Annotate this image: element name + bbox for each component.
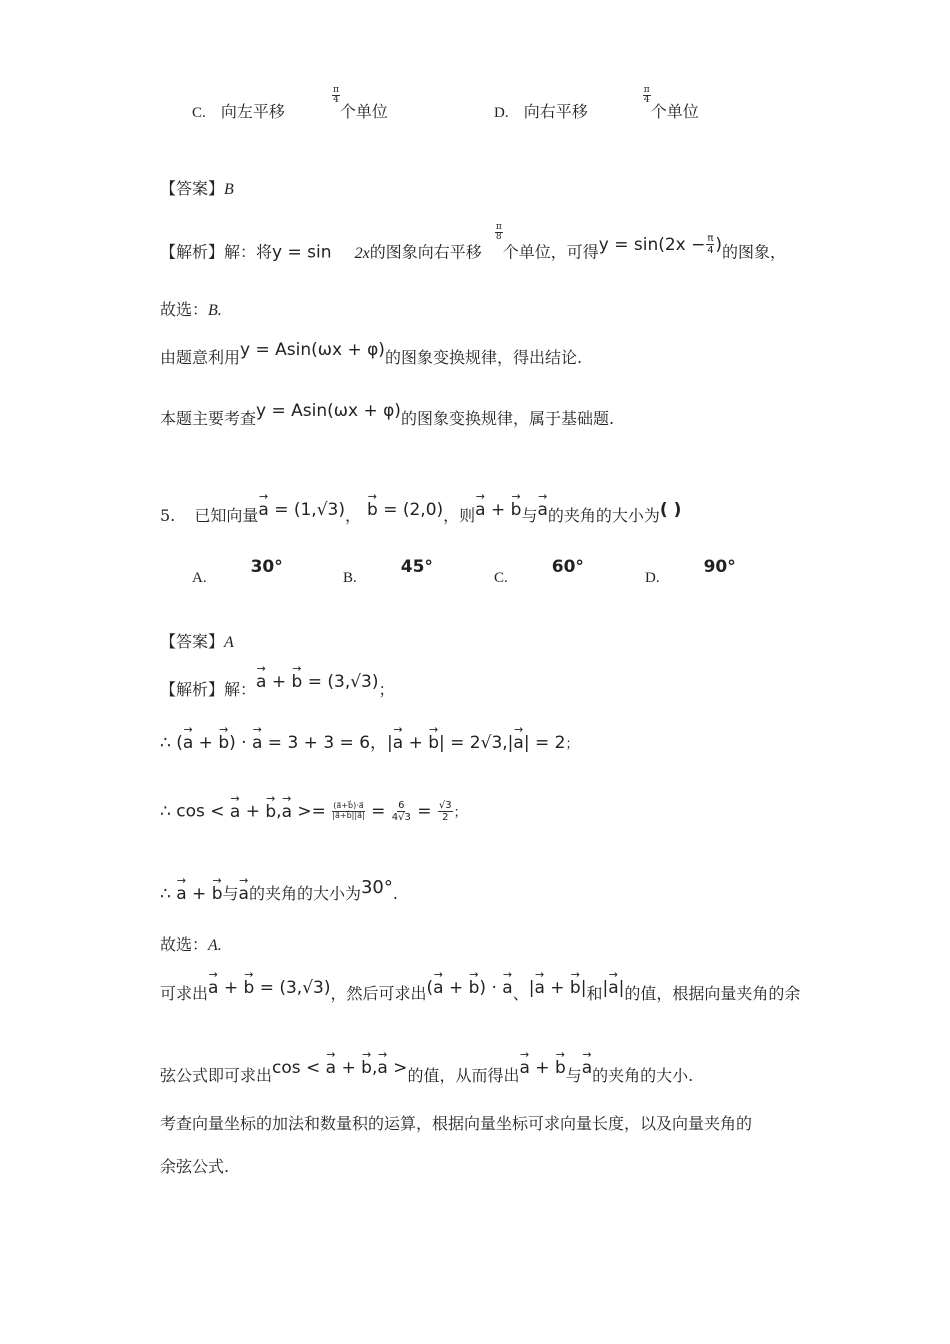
answer-bracket: 【答案】 [160, 179, 225, 198]
unit-text: 个单位 [650, 102, 699, 121]
choice-value: 60° [551, 557, 584, 577]
q5-summary-2: 余弦公式. [160, 1157, 230, 1176]
option-text: 向右平移 [523, 102, 588, 121]
vector-a: a → [537, 500, 547, 520]
fraction-6-over-4root3: $\frac{6}{4√3}$ [391, 800, 411, 823]
angle-value: 30° [360, 877, 393, 898]
fraction-pi-over-8: $\frac{\pi}{8}$ [495, 222, 502, 243]
cos-fraction: $\frac{(a⃗+b⃗)\cdot a⃗}{|a⃗+b⃗||a⃗|}$ [332, 801, 365, 820]
answer-paren: ( ) [659, 500, 682, 520]
formula-asin: y = Asin(ωx + φ) [256, 401, 401, 421]
choice-value: 45° [400, 557, 433, 577]
q5-note-1: 可求出a → + b → = (3,√3)，然后可求出(a → + b →) · a →、|a → + b →|和|a →|的值，根据向量夹角的余 [160, 986, 800, 1003]
q5-analysis-4: ∴ a → + b →与a →的夹角的大小为30°. [160, 885, 398, 903]
q4-note-2: 本题主要考查y = Asin(ωx + φ)的图象变换规律，属于基础题. [160, 401, 615, 428]
q4-note-1: 由题意利用y = Asin(ωx + φ)的图象变换规律，得出结论. [160, 340, 583, 367]
select-value: A. [208, 937, 222, 954]
vector-sum-value: a → + b → = (3,√3) [256, 672, 378, 692]
q4-option-d [494, 85, 699, 124]
option-label: D. [494, 105, 509, 121]
formula-2x: 2x [354, 244, 370, 262]
fraction-root3-over-2: $\frac{√3}{2}$ [438, 800, 452, 823]
q5-choice-a: A.30° [192, 557, 283, 586]
option-text: 向左平移 [220, 102, 285, 121]
answer-value: A [224, 634, 234, 651]
formula-y-sin: y = sin [272, 242, 332, 263]
question-number: 5. [160, 506, 176, 525]
q4-analysis: 【解析】解：将y = sin 2x的图象向右平移 $\frac{\pi}{8}$ 个单位，可得y = sin(2x − $\frac{\pi}{4}$ )的图象， [160, 222, 787, 263]
vector-sum: a → + b → [475, 500, 521, 520]
q5-analysis-3: ∴ cos < a → + b →,a → >= $\frac{(a⃗+b⃗)\cdot a⃗}{|a⃗+b⃗||a⃗|}$ = $\frac{6}{4√3}$ = $\frac{√3}{2}$ ； [160, 800, 467, 823]
analysis-bracket: 【解析】 [160, 242, 225, 262]
q4-select: 故选：B. [160, 300, 222, 319]
choice-value: 30° [250, 557, 283, 577]
vector-b-def: b → = (2,0) [367, 500, 443, 520]
unit-text: 个单位 [339, 102, 388, 121]
q5-note-2: 弦公式即可求出cos < a → + b →,a → >的值，从而得出a → + b →与a →的夹角的大小. [160, 1068, 693, 1085]
option-label: C. [192, 105, 206, 121]
fraction-pi-over-4: $\frac{\pi}{4}$ [332, 85, 339, 106]
q5-analysis-2: ∴ (a → + b →) · a → = 3 + 3 = 6，|a → + b →| = 2√3,|a →| = 2； [160, 735, 578, 752]
q5-question: 5. 已知向量a → = (1,√3)， b → = (2,0)，则a → + b →与a →的夹角的大小为( ) [160, 508, 681, 525]
formula-sin-2x-shift: y = sin(2x − $\frac{\pi}{4}$ ) [598, 233, 723, 256]
q5-choice-d: D.90° [645, 557, 736, 586]
q5-choice-c: C.60° [494, 557, 584, 586]
vector-a-def: a → = (1,√3) [258, 500, 345, 520]
choice-value: 90° [703, 557, 736, 577]
q5-answer: 【答案】A [160, 632, 234, 651]
formula-asin: y = Asin(ωx + φ) [240, 340, 385, 360]
q5-summary-1: 考查向量坐标的加法和数量积的运算，根据向量坐标可求向量长度，以及向量夹角的 [160, 1114, 753, 1133]
answer-value: B [224, 181, 234, 198]
select-value: B. [208, 302, 222, 319]
q5-choice-b: B.45° [343, 557, 433, 586]
fraction-pi-over-4: $\frac{\pi}{4}$ [643, 85, 650, 106]
q4-option-c [192, 85, 388, 124]
q4-answer [160, 181, 234, 198]
q5-analysis-1: 【解析】解：a → + b → = (3,√3)； [160, 682, 395, 699]
q5-select: 故选：A. [160, 935, 222, 954]
